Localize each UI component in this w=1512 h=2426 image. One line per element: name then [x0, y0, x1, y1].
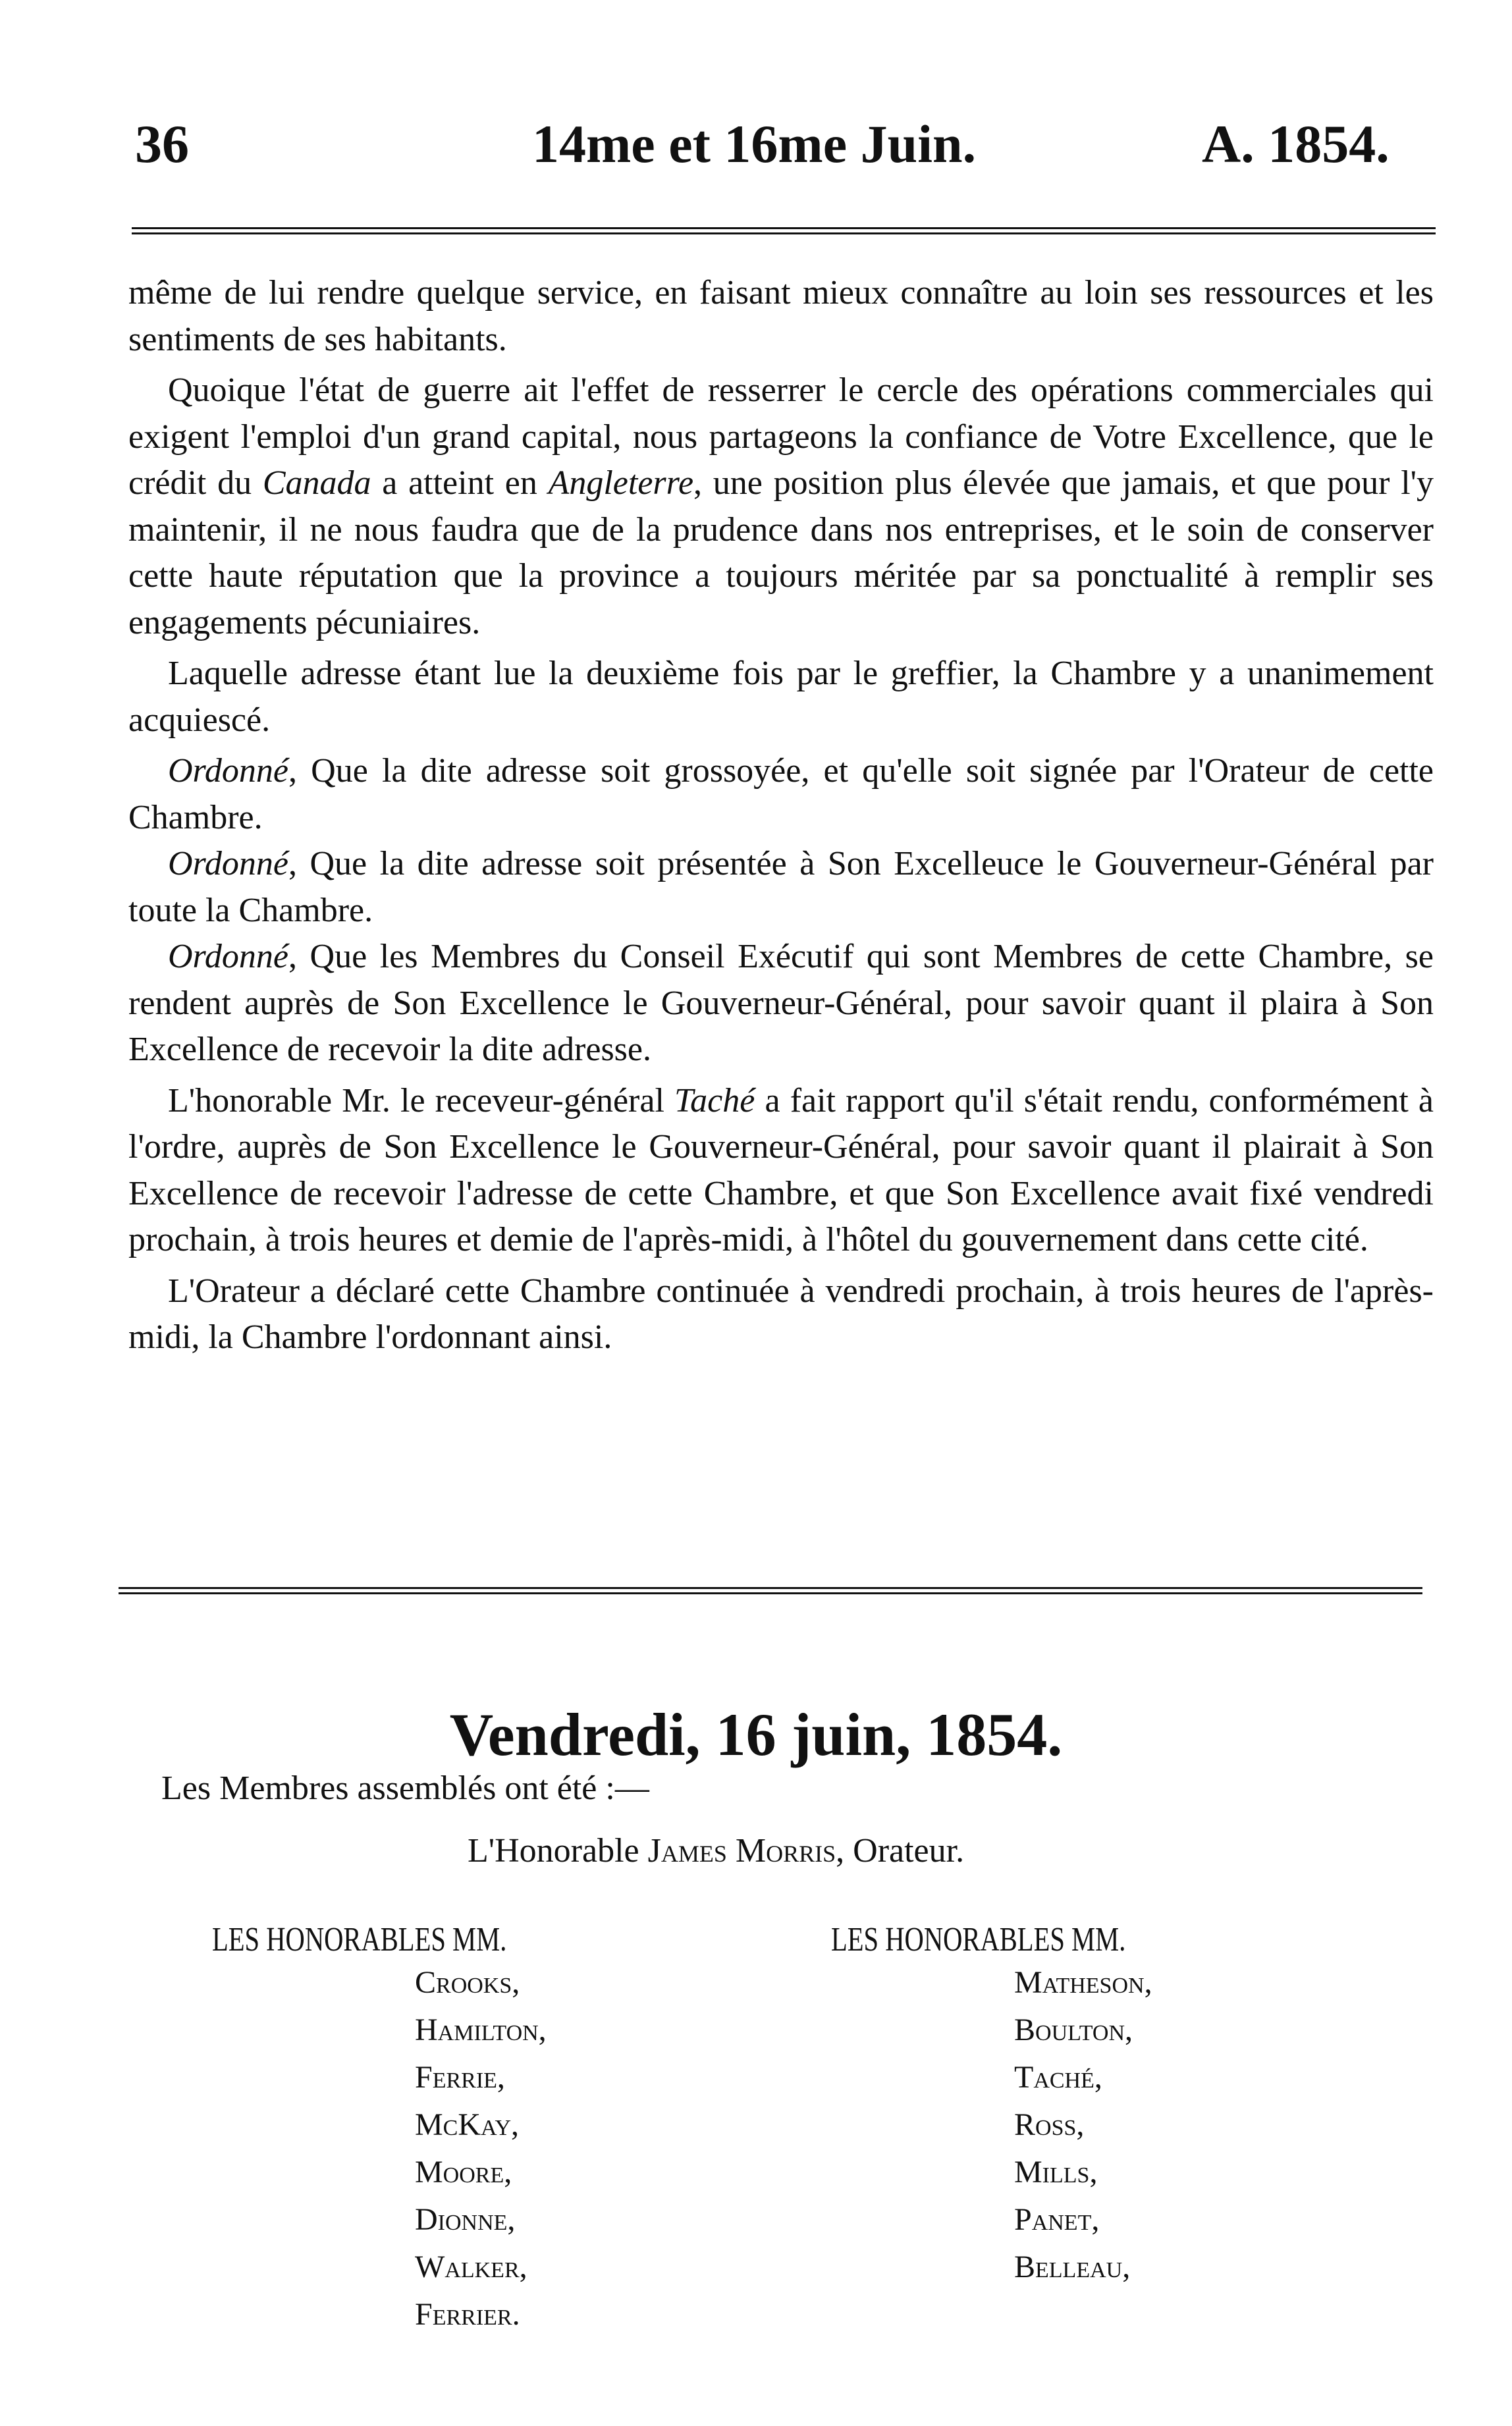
paragraph — [128, 270, 1434, 363]
member-name: Crooks, — [415, 1965, 520, 2000]
text-run: , Que les Membres du Conseil Exécutif qui sont Membres de cette Chambre, se rendent auprès de Son Excellence le Gouverneur-Général, pour savoir quant il plaira à Son Excellence de recevoir la dite adresse. — [128, 938, 1434, 1068]
member-name: Ross, — [1014, 2107, 1085, 2142]
running-year: A. 1854. — [1202, 114, 1390, 174]
italic-term: Ordonné — [168, 845, 288, 882]
section-rule — [119, 1587, 1422, 1594]
session-date-heading: Vendredi, 16 juin, 1854. — [449, 1701, 1063, 1768]
page-number: 36 — [135, 114, 189, 174]
member-name: McKay, — [415, 2107, 520, 2142]
member-name: Panet, — [1014, 2202, 1100, 2237]
right-column-heading: LES HONORABLES MM. — [831, 1921, 1126, 1958]
text-run: même de lui rendre quelque service, en faisant mieux connaître au loin ses ressources et les sentiments de ses habitants. — [128, 274, 1434, 358]
text-run: a fait rapport qu'il s'était rendu, conformément à l'ordre, auprès de Son Excellence le Gouverneur-Général, pour savoir quant il plairait à Son Excellence de recevoir l'adresse de cette Chambre, et que Son Excellence avait fixé vendredi prochain, à trois heures et demie de l'après-midi, à l'hôtel du gouvernement dans cette cité. — [128, 1081, 1434, 1258]
text-run: , Que la dite adresse soit présentée à Son Excelleuce le Gouverneur-Général par toute la Chambre. — [128, 845, 1434, 929]
speaker-name: James Morris — [647, 1832, 836, 1870]
paragraph — [128, 1268, 1434, 1361]
member-name: Mills, — [1014, 2155, 1098, 2190]
italic-term: Canada — [262, 464, 371, 502]
paragraph — [128, 367, 1434, 646]
text-run: a atteint en — [371, 464, 549, 502]
member-name: Walker, — [415, 2250, 527, 2284]
member-name: Ferrie, — [415, 2060, 505, 2095]
running-title: 14me et 16me Juin. — [532, 114, 977, 174]
paragraph — [128, 651, 1434, 743]
paragraph — [128, 748, 1434, 841]
paragraph — [128, 841, 1434, 934]
member-name: Taché, — [1014, 2060, 1102, 2095]
left-column-heading: LES HONORABLES MM. — [212, 1921, 507, 1958]
italic-term: Ordonné — [168, 938, 288, 975]
text-run: , une position plus élevée que jamais, et que pour l'y maintenir, il ne nous faudra que de la prudence dans nos entreprises, et le soin de conserver cette haute réputation que la province a toujours méritée par sa ponctualité à remplir ses engagements pécuniaires. — [128, 464, 1434, 641]
paragraph — [128, 934, 1434, 1073]
text-run: Quoique l'état de guerre ait l'effet de resserrer le cercle des opérations commerciales qui exigent l'emploi d'un grand capital, nous partageons la confiance de Votre Excellence, que le crédit du — [128, 371, 1434, 502]
text-run: Laquelle adresse étant lue la deuxième fois par le greffier, la Chambre y a unanimement acquiescé. — [128, 655, 1434, 739]
speaker-line — [468, 1834, 964, 1868]
member-name: Boulton, — [1014, 2012, 1133, 2047]
member-name: Matheson, — [1014, 1965, 1152, 2000]
left-member-list — [415, 1959, 547, 2338]
italic-term: Angleterre — [548, 464, 694, 502]
body-text — [128, 270, 1434, 1366]
italic-term: Ordonné — [168, 752, 288, 790]
text-run: , Que la dite adresse soit grossoyée, et qu'elle soit signée par l'Orateur de cette Chambre. — [128, 752, 1434, 836]
member-name: Belleau, — [1014, 2250, 1131, 2284]
member-name: Ferrier. — [415, 2297, 520, 2332]
italic-term: Taché — [674, 1081, 755, 1119]
member-name: Hamilton, — [415, 2012, 547, 2047]
speaker-suffix: , Orateur. — [836, 1832, 965, 1870]
member-name: Moore, — [415, 2155, 512, 2190]
header-rule — [132, 227, 1436, 234]
right-member-list — [1014, 1959, 1152, 2291]
paragraph — [128, 1078, 1434, 1264]
text-run: L'Orateur a déclaré cette Chambre continuée à vendredi prochain, à trois heures de l'après-midi, la Chambre l'ordonnant ainsi. — [128, 1272, 1434, 1356]
assembled-intro: Les Membres assemblés ont été :— — [161, 1769, 649, 1807]
member-name: Dionne, — [415, 2202, 516, 2237]
speaker-prefix: L'Honorable — [468, 1832, 648, 1870]
text-run: L'honorable Mr. le receveur-général — [168, 1081, 675, 1119]
